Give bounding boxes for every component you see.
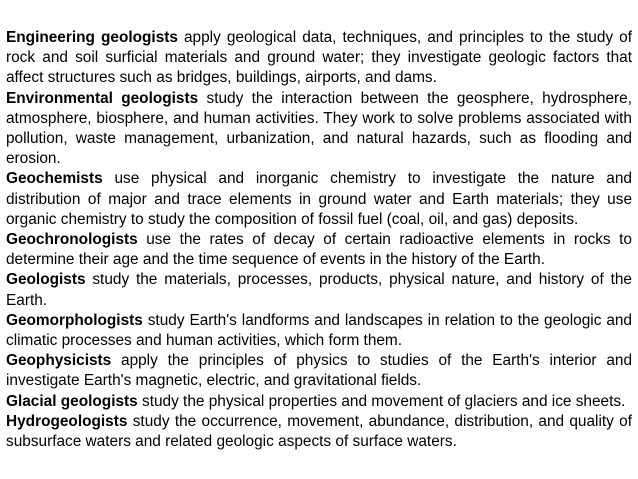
entry-description: study the interaction between the geosphere, hydrosphere, atmosphere, biosphere, and human activities. They work to solve problems associated with pollution, waste management, urbanization, and natural hazards, such as flooding and erosion. — [6, 89, 632, 168]
entry-description: use physical and inorganic chemistry to investigate the nature and distribution of major and trace elements in ground water and Earth materials; they use organic chemistry to study the composition of fossil fuel (coal, oil, and gas) deposits. — [6, 170, 632, 228]
entry-geophysicists — [6, 351, 632, 391]
entry-engineering-geologists — [6, 28, 632, 89]
entry-term: Hydrogeologists — [6, 412, 128, 430]
entry-environmental-geologists — [6, 89, 632, 170]
entry-description: study the occurrence, movement, abundance, distribution, and quality of subsurface waters and related geologic aspects of surface waters. — [6, 412, 632, 451]
entry-term: Geochemists — [6, 170, 103, 188]
entry-description: study the physical properties and movement of glaciers and ice sheets. — [137, 392, 626, 410]
entry-hydrogeologists — [6, 412, 632, 452]
entry-description: apply the principles of physics to studies of the Earth's interior and investigate Earth's magnetic, electric, and gravitational fields. — [6, 352, 632, 390]
entry-description: apply geological data, techniques, and principles to the study of rock and soil surficial materials and ground water; they investigate geologic factors that affect structures such as bridges, buildings, airports, and dams. — [6, 29, 633, 87]
entry-term: Geologists — [6, 271, 86, 289]
entry-geomorphologists — [6, 311, 632, 351]
entry-term: Geophysicists — [6, 352, 112, 370]
entry-term: Geomorphologists — [6, 311, 143, 329]
document-body — [6, 28, 632, 452]
entry-description: study the materials, processes, products, physical nature, and history of the Earth. — [6, 271, 632, 309]
entry-term: Glacial geologists — [6, 392, 138, 410]
entry-geochronologists — [6, 230, 632, 270]
entry-glacial-geologists — [6, 392, 632, 412]
entry-term: Geochronologists — [6, 231, 138, 249]
entry-geologists — [6, 270, 632, 310]
entry-term: Environmental geologists — [6, 89, 199, 107]
entry-description: use the rates of decay of certain radioactive elements in rocks to determine their age and the time sequence of events in the history of the Earth. — [6, 231, 632, 269]
entry-geochemists — [6, 169, 632, 230]
entry-term: Engineering geologists — [6, 29, 178, 46]
entry-description: study Earth's landforms and landscapes in relation to the geologic and climatic processes and human activities, which form them. — [6, 311, 632, 350]
